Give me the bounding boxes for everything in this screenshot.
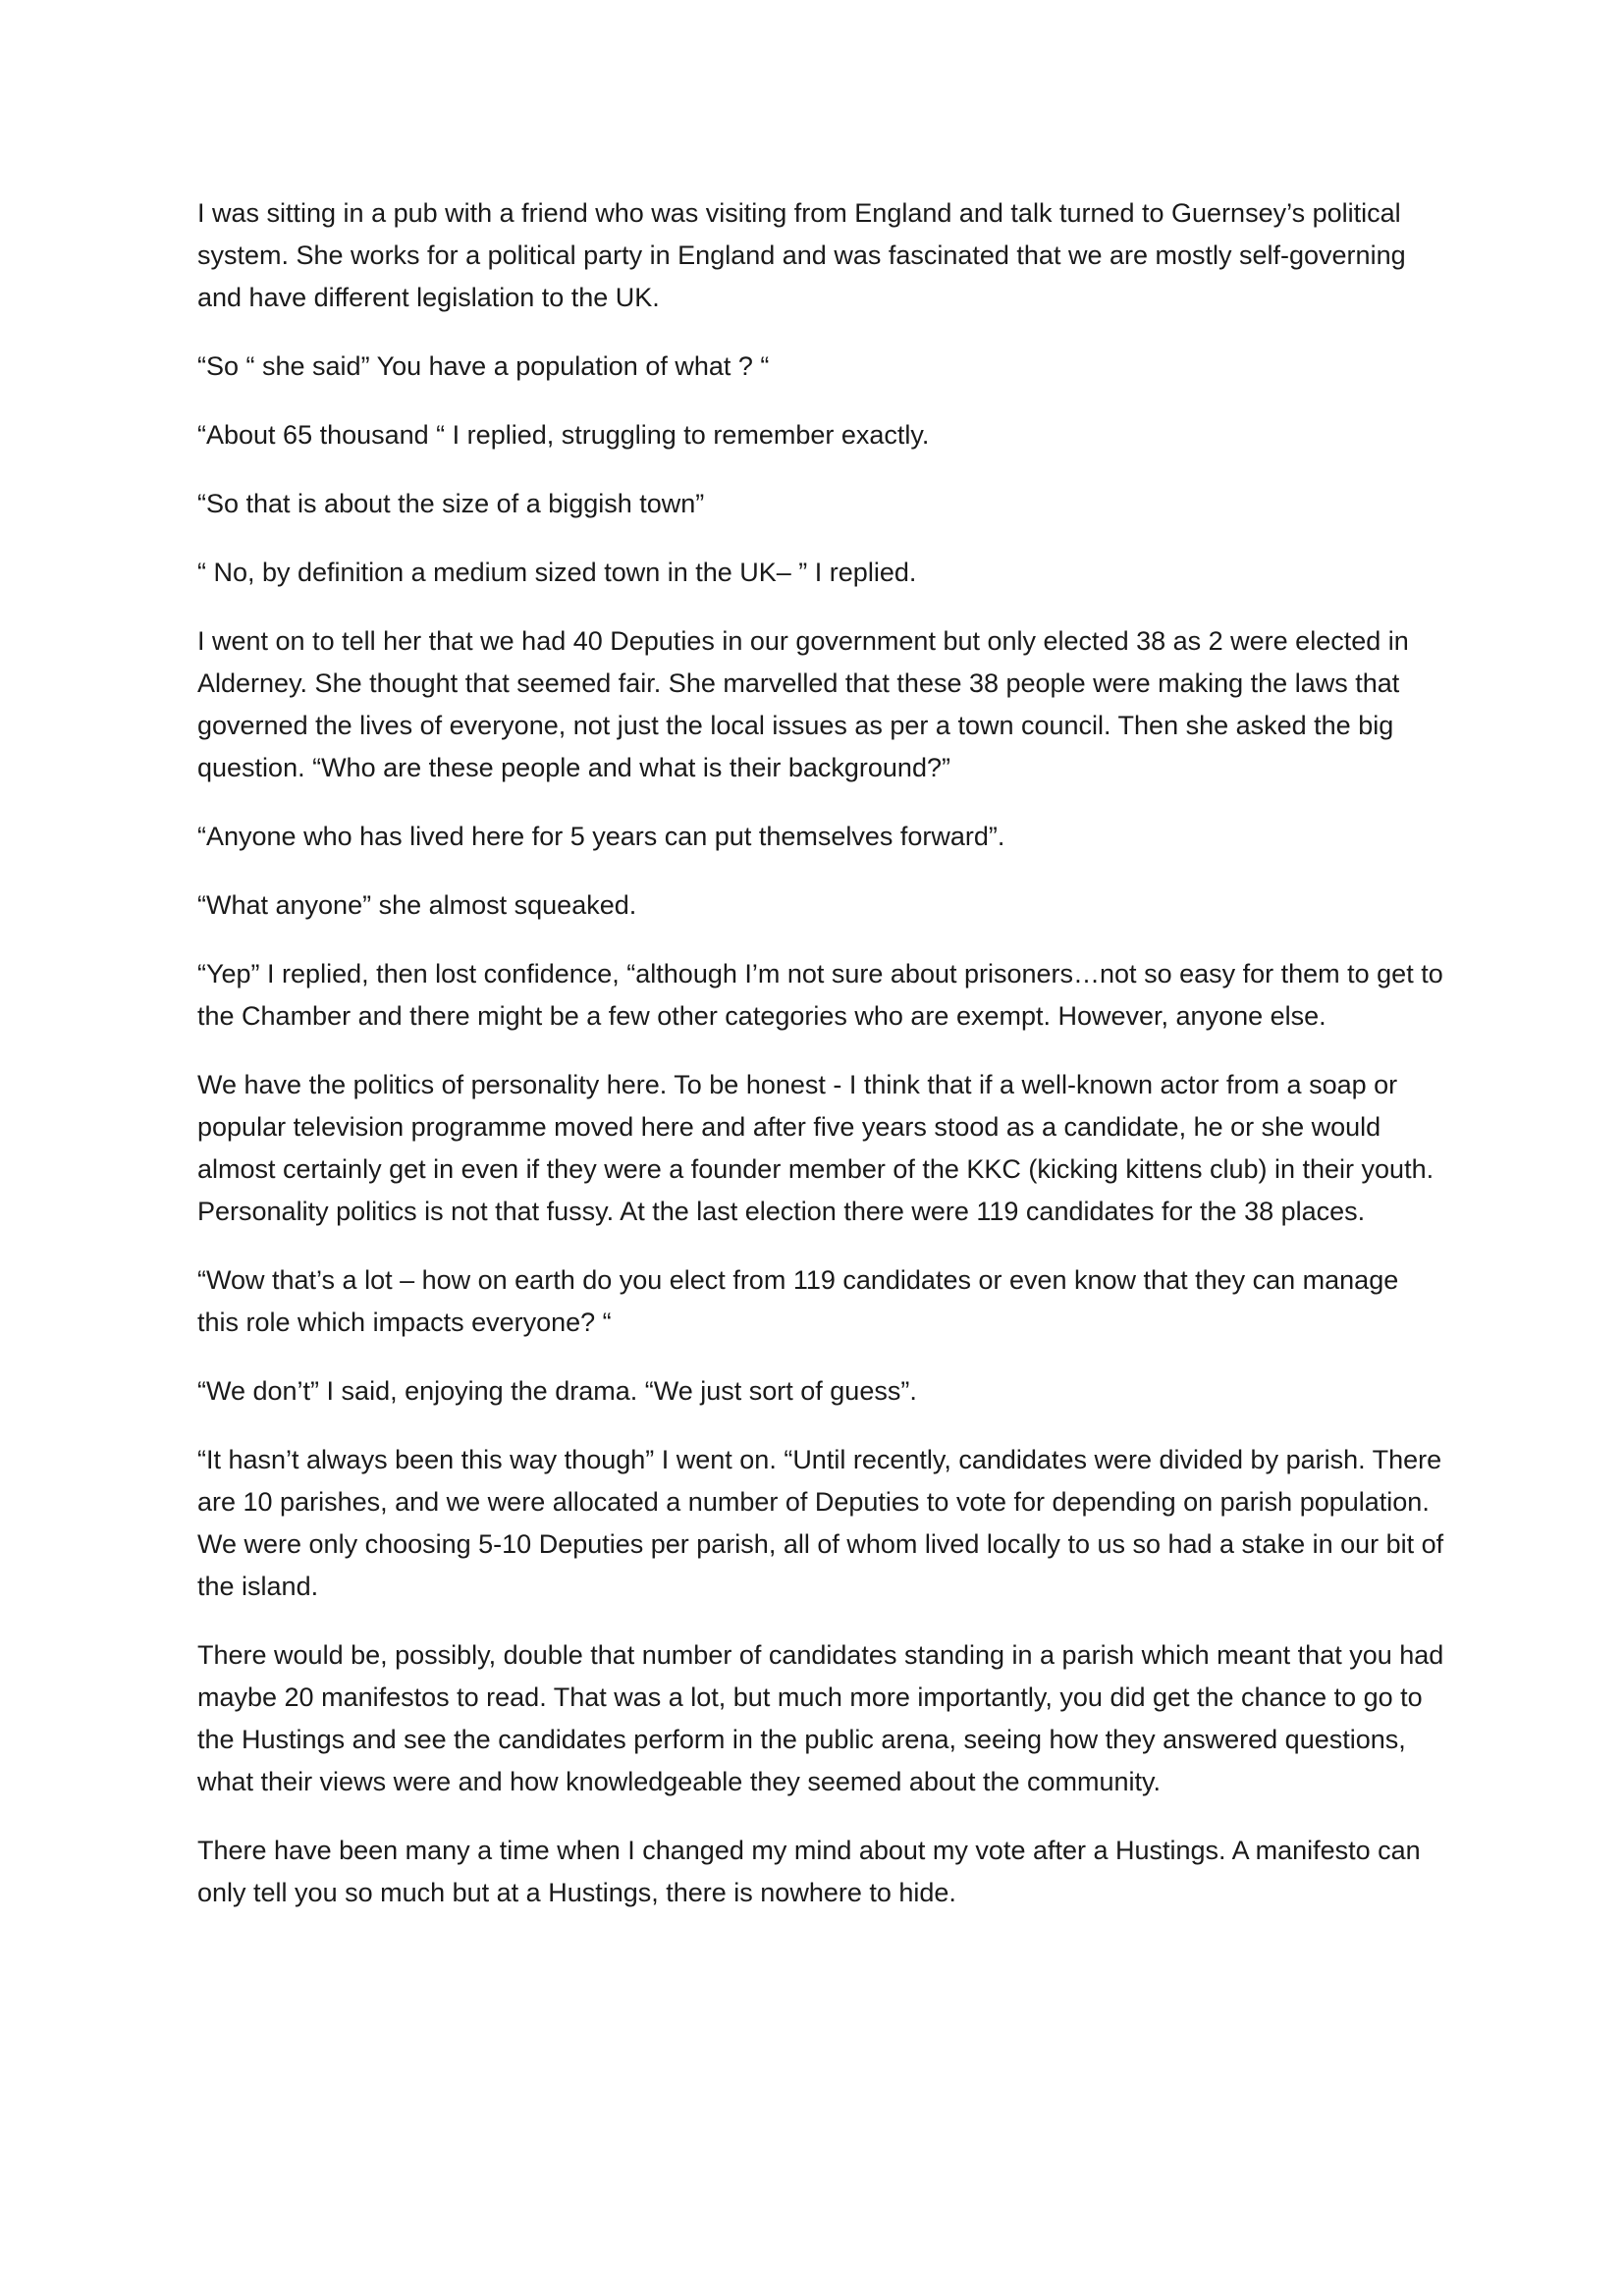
- paragraph: “Anyone who has lived here for 5 years can put themselves forward”.: [197, 822, 1005, 851]
- paragraph: There have been many a time when I changed my mind about my vote after a Hustings. A manifesto can only tell you so much but at a Hustings, there is nowhere to hide.: [197, 1836, 1421, 1907]
- paragraph: “Yep” I replied, then lost confidence, “although I’m not sure about prisoners…not so easy for them to get to the Chamber and there might be a few other categories who are exempt. However, anyone else.: [197, 959, 1443, 1031]
- paragraph: “So that is about the size of a biggish town”: [197, 489, 705, 518]
- paragraph: We have the politics of personality here. To be honest - I think that if a well-known actor from a soap or popular television programme moved here and after five years stood as a candidate, he or she would almost certainly get in even if they were a founder member of the KKC (kicking kittens club) in their youth. Personality politics is not that fussy. At the last election there were 119 candidates for the 38 places.: [197, 1070, 1435, 1226]
- paragraph: “So “ she said” You have a population of what ? “: [197, 351, 770, 381]
- document-body: [197, 192, 1444, 1941]
- paragraph: “It hasn’t always been this way though” I went on. “Until recently, candidates were divided by parish. There are 10 parishes, and we were allocated a number of Deputies to vote for depending on parish population. We were only choosing 5-10 Deputies per parish, all of whom lived locally to us so had a stake in our bit of the island.: [197, 1445, 1444, 1601]
- paragraph: There would be, possibly, double that number of candidates standing in a parish which meant that you had maybe 20 manifestos to read. That was a lot, but much more importantly, you did get the chance to go to the Hustings and see the candidates perform in the public arena, seeing how they answered questions, what their views were and how knowledgeable they seemed about the community.: [197, 1640, 1444, 1796]
- paragraph: “ No, by definition a medium sized town in the UK– ” I replied.: [197, 558, 917, 587]
- paragraph: I went on to tell her that we had 40 Deputies in our government but only elected 38 as 2 were elected in Alderney. She thought that seemed fair. She marvelled that these 38 people were making the laws that governed the lives of everyone, not just the local issues as per a town council. Then she asked the big question. “Who are these people and what is their background?”: [197, 626, 1409, 782]
- paragraph: “What anyone” she almost squeaked.: [197, 890, 637, 920]
- paragraph: I was sitting in a pub with a friend who was visiting from England and talk turned to Guernsey’s political system. She works for a political party in England and was fascinated that we are mostly self-governing and have different legislation to the UK.: [197, 198, 1406, 312]
- paragraph: “Wow that’s a lot – how on earth do you elect from 119 candidates or even know that they can manage this role which impacts everyone? “: [197, 1265, 1399, 1337]
- paragraph: “We don’t” I said, enjoying the drama. “We just sort of guess”.: [197, 1376, 917, 1406]
- paragraph: “About 65 thousand “ I replied, struggling to remember exactly.: [197, 420, 930, 450]
